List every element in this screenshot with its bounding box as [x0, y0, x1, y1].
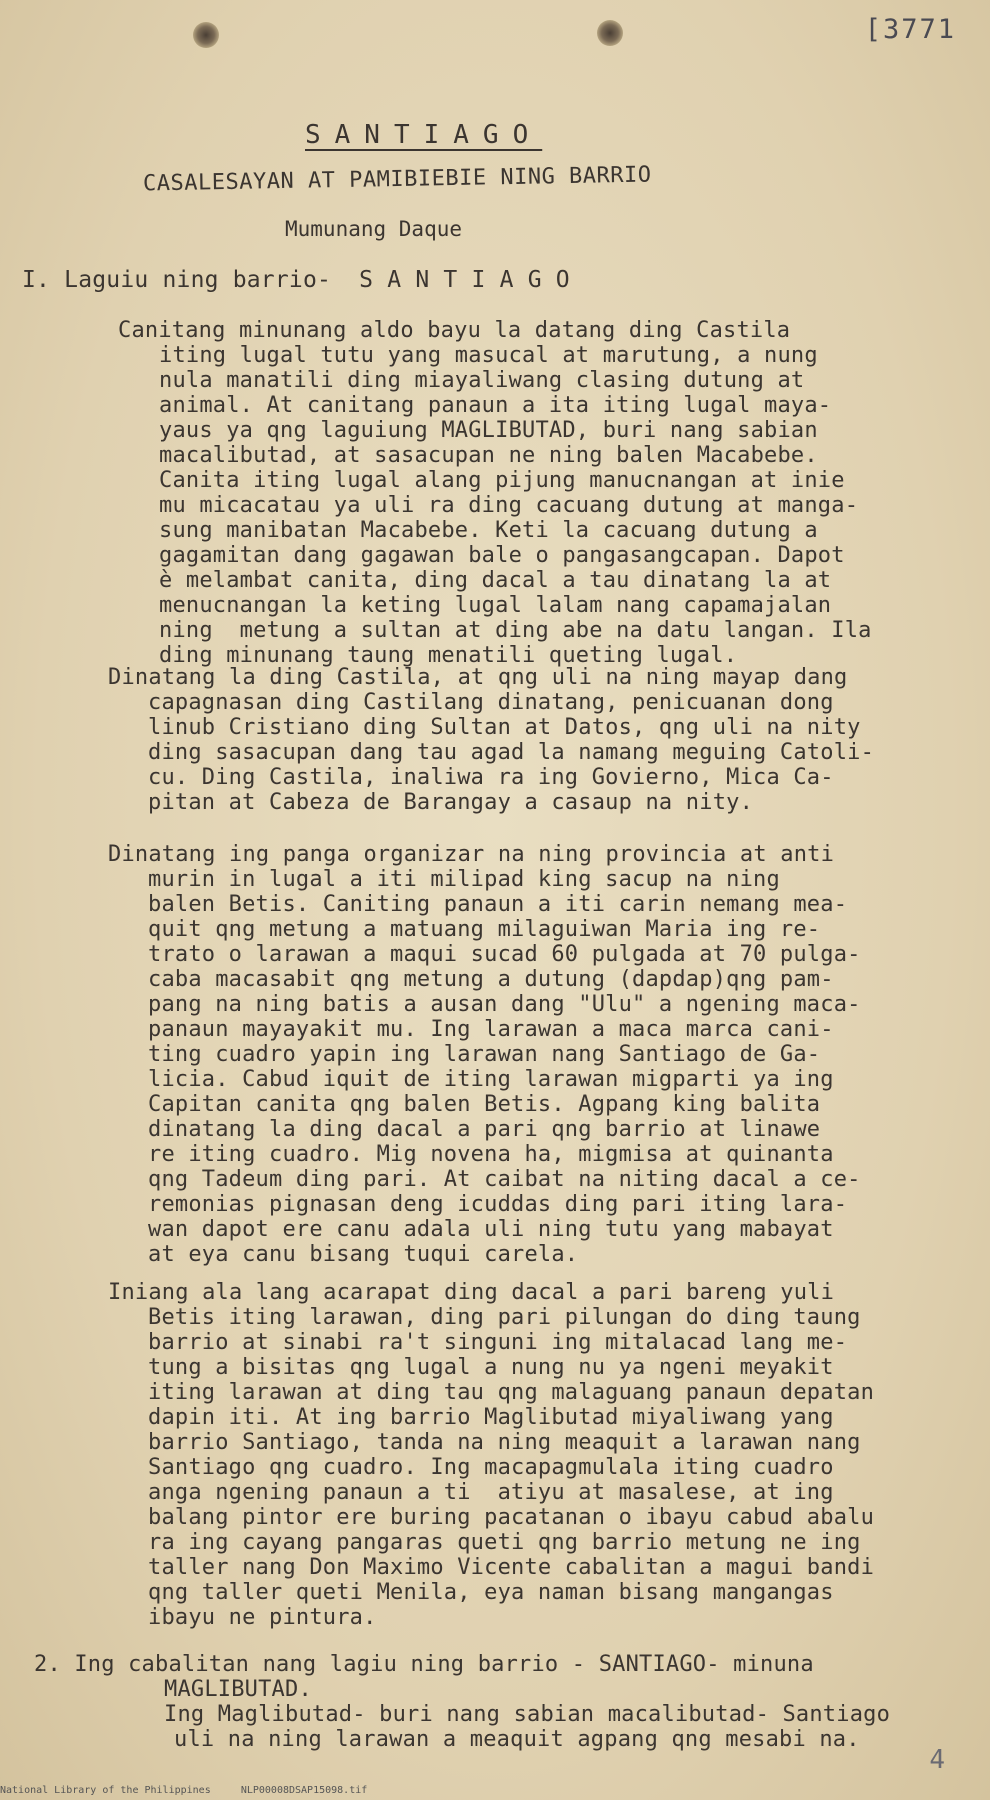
- text-line: ding minunang taung menatili queting lugal.: [159, 643, 738, 668]
- text-line: ning metung a sultan at ding abe na datu langan. Ila: [159, 618, 872, 643]
- text-line: at eya canu bisang tuqui carela.: [148, 1242, 579, 1267]
- text-line: quit qng metung a matuang milaguiwan Maria ing re-: [148, 917, 821, 942]
- text-line: capagnasan ding Castilang dinatang, penicuanan dong: [148, 690, 834, 715]
- section-2: [34, 1652, 891, 1752]
- text-line: menucnangan la keting lugal lalam nang capamajalan: [159, 593, 832, 618]
- archive-number-stamp: [3771: [864, 14, 956, 45]
- text-line: balen Betis. Caniting panaun a iti carin nemang mea-: [148, 892, 848, 917]
- punch-hole-right: [597, 20, 623, 46]
- text-line: Canita iting lugal alang pijung manucnangan at inie: [159, 468, 845, 493]
- text-line: ra ing cayang pangaras queti qng barrio metung ne ing: [148, 1530, 861, 1555]
- text-line: macalibutad, at sasacupan ne ning balen Macabebe.: [159, 443, 818, 468]
- text-line: linub Cristiano ding Sultan at Datos, qng uli na nity: [148, 715, 861, 740]
- handwritten-page-mark: 4: [929, 1745, 945, 1775]
- text-line: taller nang Don Maximo Vicente cabalitan a magui bandi: [148, 1555, 875, 1580]
- text-line: gagamitan dang gagawan bale o pangasangcapan. Dapot: [159, 543, 845, 568]
- text-line: iting lugal tutu yang masucal at marutung, a nung: [159, 343, 818, 368]
- text-line: Capitan canita qng balen Betis. Agpang king balita: [148, 1092, 821, 1117]
- text-line: yaus ya qng laguiung MAGLIBUTAD, buri nang sabian: [159, 418, 818, 443]
- text-line: Canitang minunang aldo bayu la datang ding Castila: [118, 318, 791, 343]
- document-subtitle: CASALESAYAN AT PAMIBIEBIE NING BARRIO: [142, 162, 652, 197]
- text-line: uli na ning larawan a meaquit agpang qng mesabi na.: [174, 1727, 860, 1752]
- text-line: barrio Santiago, tanda na ning meaquit a larawan nang: [148, 1430, 861, 1455]
- text-line: remonias pignasan deng icuddas ding pari iting lara-: [148, 1192, 848, 1217]
- text-line: trato o larawan a maqui sucad 60 pulgada at 70 pulga-: [148, 942, 861, 967]
- text-line: barrio at sinabi ra't singuni ing mitalacad lang me-: [148, 1330, 848, 1355]
- text-line: Santiago qng cuadro. Ing macapagmulala iting cuadro: [148, 1455, 834, 1480]
- text-line: wan dapot ere canu adala uli ning tutu yang mabayat: [148, 1217, 834, 1242]
- text-line: balang pintor ere buring pacatanan o ibayu cabud abalu: [148, 1505, 875, 1530]
- text-line: mu micacatau ya uli ra ding cacuang dutung at manga-: [159, 493, 859, 518]
- section-2-heading: 2. Ing cabalitan nang lagiu ning barrio - SANTIAGO- minuna: [34, 1652, 814, 1677]
- text-line: ting cuadro yapin ing larawan nang Santiago de Ga-: [148, 1042, 821, 1067]
- paragraph-2: [108, 665, 875, 815]
- archive-footer: National Library of the Philippines NLP00008DSAP15098.tif: [0, 1785, 368, 1796]
- text-line: tung a bisitas qng lugal a nung nu ya ngeni meyakit: [148, 1355, 834, 1380]
- text-line: Iniang ala lang acarapat ding dacal a pari bareng yuli: [108, 1280, 835, 1305]
- section-2-heading-cont: MAGLIBUTAD.: [164, 1677, 312, 1702]
- text-line: è melambat canita, ding dacal a tau dinatang la at: [159, 568, 832, 593]
- text-line: anga ngening panaun a ti atiyu at masalese, at ing: [148, 1480, 834, 1505]
- text-line: sung manibatan Macabebe. Keti la cacuang dutung a: [159, 518, 818, 543]
- part-label: Mumunang Daque: [285, 217, 463, 241]
- text-line: cu. Ding Castila, inaliwa ra ing Govierno, Mica Ca-: [148, 765, 834, 790]
- text-line: Ing Maglibutad- buri nang sabian macalibutad- Santiago: [164, 1702, 891, 1727]
- text-line: Betis iting larawan, ding pari pilungan do ding taung: [148, 1305, 861, 1330]
- text-line: animal. At canitang panaun a ita iting lugal maya-: [159, 393, 832, 418]
- text-line: iting larawan at ding tau qng malaguang panaun depatan: [148, 1380, 875, 1405]
- text-line: caba macasabit qng metung a dutung (dapdap)qng pam-: [148, 967, 834, 992]
- text-line: dapin iti. At ing barrio Maglibutad miyaliwang yang: [148, 1405, 834, 1430]
- text-line: qng taller queti Menila, eya naman bisang mangangas: [148, 1580, 834, 1605]
- section-1-heading: I. Laguiu ning barrio- S A N T I A G O: [22, 267, 570, 293]
- text-line: Dinatang ing panga organizar na ning provincia at anti: [108, 842, 835, 867]
- text-line: murin in lugal a iti milipad king sacup na ning: [148, 867, 780, 892]
- text-line: licia. Cabud iquit de iting larawan migparti ya ing: [148, 1067, 834, 1092]
- text-line: panaun mayayakit mu. Ing larawan a maca marca cani-: [148, 1017, 834, 1042]
- paragraph-3: [108, 842, 861, 1267]
- document-title: SANTIAGO: [305, 120, 543, 150]
- text-line: re iting cuadro. Mig novena ha, migmisa at quinanta: [148, 1142, 834, 1167]
- text-line: ding sasacupan dang tau agad la namang meguing Catoli-: [148, 740, 875, 765]
- text-line: pitan at Cabeza de Barangay a casaup na nity.: [148, 790, 754, 815]
- punch-hole-left: [193, 22, 219, 48]
- paragraph-4: [108, 1280, 875, 1630]
- text-line: qng Tadeum ding pari. At caibat na niting dacal a ce-: [148, 1167, 861, 1192]
- text-line: Dinatang la ding Castila, at qng uli na ning mayap dang: [108, 665, 848, 690]
- text-line: nula manatili ding miayaliwang clasing dutung at: [159, 368, 805, 393]
- text-line: ibayu ne pintura.: [148, 1605, 377, 1630]
- text-line: pang na ning batis a ausan dang "Ulu" a ngening maca-: [148, 992, 861, 1017]
- text-line: dinatang la ding dacal a pari qng barrio at linawe: [148, 1117, 821, 1142]
- paragraph-1: [118, 318, 872, 668]
